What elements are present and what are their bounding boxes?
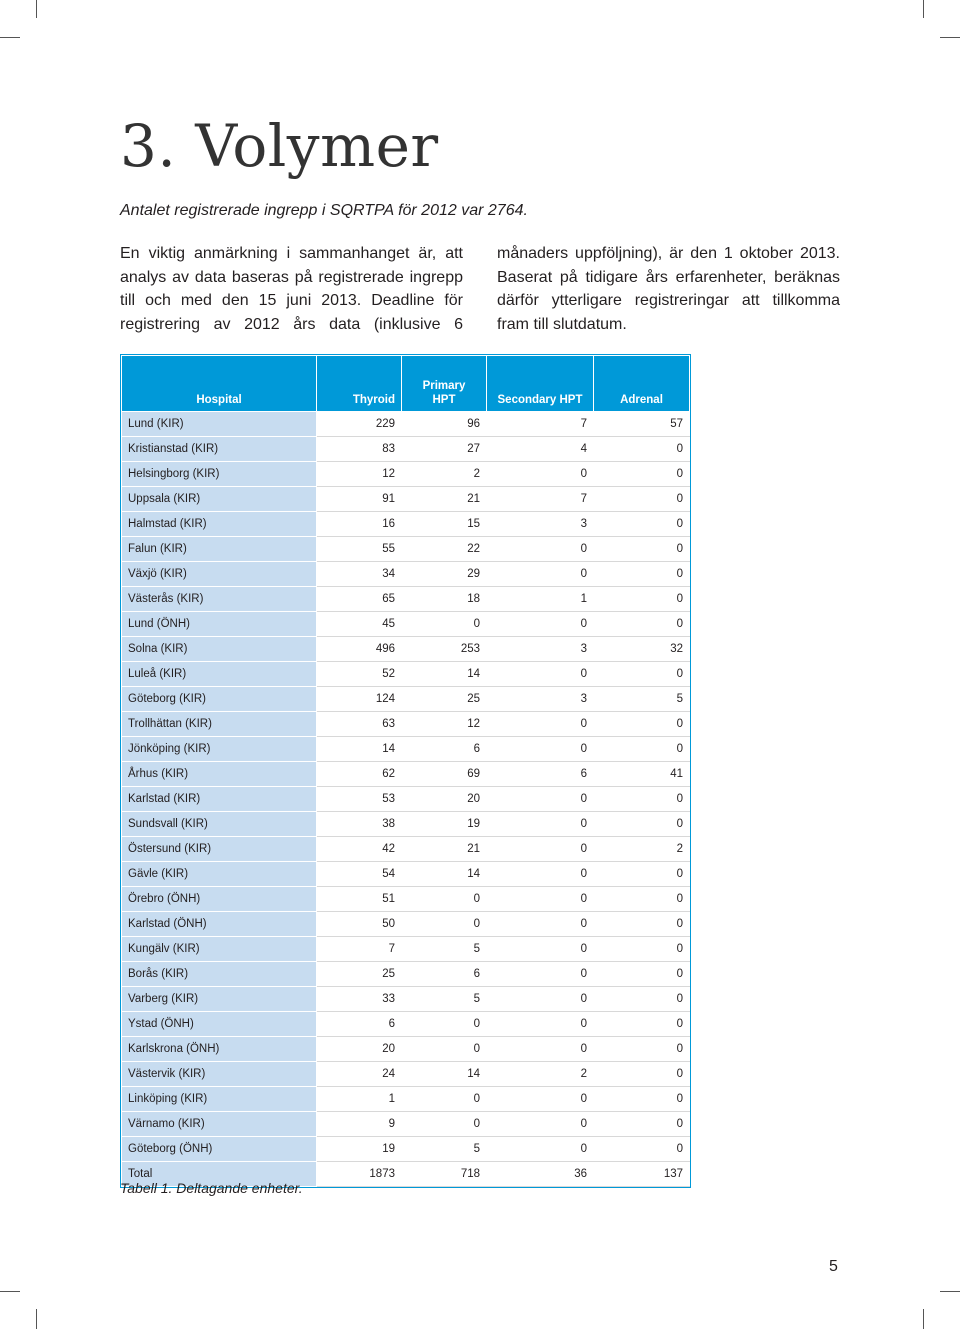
- value-cell: 27: [402, 437, 487, 462]
- page-title: 3. Volymer: [120, 112, 439, 180]
- value-cell: 0: [487, 912, 594, 937]
- value-cell: 0: [487, 937, 594, 962]
- table-row: [122, 662, 690, 687]
- value-cell: 12: [402, 712, 487, 737]
- value-cell: 32: [594, 637, 690, 662]
- value-cell: 5: [402, 937, 487, 962]
- value-cell: 1873: [317, 1162, 402, 1187]
- hospital-volume-table: [121, 355, 690, 1187]
- value-cell: 21: [402, 487, 487, 512]
- value-cell: 21: [402, 837, 487, 862]
- value-cell: 0: [487, 712, 594, 737]
- hospital-cell: Sundsvall (KIR): [122, 812, 317, 837]
- hospital-cell: Karlskrona (ÖNH): [122, 1037, 317, 1062]
- value-cell: 0: [487, 787, 594, 812]
- table-row: [122, 837, 690, 862]
- value-cell: 0: [594, 737, 690, 762]
- value-cell: 1: [317, 1087, 402, 1112]
- value-cell: 15: [402, 512, 487, 537]
- value-cell: 3: [487, 637, 594, 662]
- value-cell: 0: [487, 562, 594, 587]
- value-cell: 0: [402, 887, 487, 912]
- crop-mark-bottom-right-h: [940, 1291, 960, 1292]
- table-row: [122, 862, 690, 887]
- hospital-cell: Karlstad (KIR): [122, 787, 317, 812]
- value-cell: 52: [317, 662, 402, 687]
- crop-mark-bottom-right-v: [923, 1309, 924, 1329]
- hospital-cell: Karlstad (ÖNH): [122, 912, 317, 937]
- hospital-cell: Århus (KIR): [122, 762, 317, 787]
- value-cell: 0: [402, 1112, 487, 1137]
- value-cell: 0: [594, 1137, 690, 1162]
- table-row: [122, 462, 690, 487]
- value-cell: 0: [487, 1087, 594, 1112]
- value-cell: 0: [594, 1012, 690, 1037]
- value-cell: 0: [594, 962, 690, 987]
- value-cell: 20: [402, 787, 487, 812]
- value-cell: 5: [402, 1137, 487, 1162]
- lead-sentence: Antalet registrerade ingrepp i SQRTPA för 2012 var 2764.: [120, 202, 528, 219]
- value-cell: 2: [594, 837, 690, 862]
- col-header-adrenal: Adrenal: [594, 356, 690, 412]
- value-cell: 0: [487, 962, 594, 987]
- value-cell: 0: [594, 937, 690, 962]
- hospital-cell: Jönköping (KIR): [122, 737, 317, 762]
- hospital-cell: Lund (KIR): [122, 412, 317, 437]
- value-cell: 0: [594, 1037, 690, 1062]
- col-header-hospital: Hospital: [122, 356, 317, 412]
- value-cell: 55: [317, 537, 402, 562]
- value-cell: 24: [317, 1062, 402, 1087]
- table-caption: Tabell 1. Deltagande enheter.: [120, 1180, 303, 1196]
- table-row: [122, 637, 690, 662]
- hospital-cell: Lund (ÖNH): [122, 612, 317, 637]
- table-row: [122, 1137, 690, 1162]
- table-row: [122, 987, 690, 1012]
- hospital-cell: Luleå (KIR): [122, 662, 317, 687]
- value-cell: 0: [594, 1062, 690, 1087]
- value-cell: 50: [317, 912, 402, 937]
- value-cell: 16: [317, 512, 402, 537]
- value-cell: 0: [487, 737, 594, 762]
- value-cell: 5: [594, 687, 690, 712]
- value-cell: 0: [487, 612, 594, 637]
- table-row: [122, 1062, 690, 1087]
- value-cell: 25: [402, 687, 487, 712]
- value-cell: 38: [317, 812, 402, 837]
- value-cell: 20: [317, 1037, 402, 1062]
- value-cell: 0: [594, 612, 690, 637]
- hospital-cell: Gävle (KIR): [122, 862, 317, 887]
- value-cell: 36: [487, 1162, 594, 1187]
- value-cell: 496: [317, 637, 402, 662]
- hospital-cell: Växjö (KIR): [122, 562, 317, 587]
- hospital-cell: Total: [122, 1162, 317, 1187]
- hospital-cell: Trollhättan (KIR): [122, 712, 317, 737]
- value-cell: 0: [594, 662, 690, 687]
- hospital-cell: Varberg (KIR): [122, 987, 317, 1012]
- crop-mark-bottom-left-v: [36, 1309, 37, 1329]
- table-body: [122, 412, 690, 1187]
- value-cell: 18: [402, 587, 487, 612]
- value-cell: 0: [594, 862, 690, 887]
- value-cell: 0: [402, 1012, 487, 1037]
- value-cell: 6: [487, 762, 594, 787]
- value-cell: 0: [594, 537, 690, 562]
- crop-mark-top-right-v: [923, 0, 924, 18]
- value-cell: 0: [594, 1112, 690, 1137]
- value-cell: 0: [594, 712, 690, 737]
- table-row: [122, 512, 690, 537]
- value-cell: 65: [317, 587, 402, 612]
- value-cell: 5: [402, 987, 487, 1012]
- value-cell: 53: [317, 787, 402, 812]
- value-cell: 229: [317, 412, 402, 437]
- value-cell: 7: [487, 412, 594, 437]
- value-cell: 45: [317, 612, 402, 637]
- hospital-cell: Uppsala (KIR): [122, 487, 317, 512]
- value-cell: 0: [594, 487, 690, 512]
- table-row: [122, 412, 690, 437]
- value-cell: 0: [487, 1112, 594, 1137]
- value-cell: 83: [317, 437, 402, 462]
- page-number: 5: [829, 1258, 838, 1275]
- table-row: [122, 737, 690, 762]
- value-cell: 14: [402, 1062, 487, 1087]
- crop-mark-top-right-h: [940, 37, 960, 38]
- value-cell: 0: [487, 887, 594, 912]
- value-cell: 62: [317, 762, 402, 787]
- value-cell: 137: [594, 1162, 690, 1187]
- table-row: [122, 887, 690, 912]
- value-cell: 0: [594, 462, 690, 487]
- value-cell: 34: [317, 562, 402, 587]
- hospital-cell: Göteborg (KIR): [122, 687, 317, 712]
- value-cell: 6: [402, 737, 487, 762]
- value-cell: 7: [487, 487, 594, 512]
- value-cell: 2: [402, 462, 487, 487]
- value-cell: 0: [594, 787, 690, 812]
- hospital-cell: Solna (KIR): [122, 637, 317, 662]
- value-cell: 1: [487, 587, 594, 612]
- value-cell: 718: [402, 1162, 487, 1187]
- value-cell: 0: [594, 512, 690, 537]
- table-row: [122, 912, 690, 937]
- table-row: [122, 1037, 690, 1062]
- crop-mark-top-left-h: [0, 37, 20, 38]
- hospital-cell: Kristianstad (KIR): [122, 437, 317, 462]
- value-cell: 3: [487, 512, 594, 537]
- crop-mark-bottom-left-h: [0, 1291, 20, 1292]
- hospital-cell: Linköping (KIR): [122, 1087, 317, 1112]
- hospital-cell: Västerås (KIR): [122, 587, 317, 612]
- table-row: [122, 687, 690, 712]
- value-cell: 6: [402, 962, 487, 987]
- value-cell: 0: [402, 1037, 487, 1062]
- hospital-cell: Kungälv (KIR): [122, 937, 317, 962]
- value-cell: 0: [594, 812, 690, 837]
- value-cell: 14: [402, 862, 487, 887]
- hospital-cell: Borås (KIR): [122, 962, 317, 987]
- value-cell: 14: [402, 662, 487, 687]
- value-cell: 0: [487, 1012, 594, 1037]
- value-cell: 0: [487, 837, 594, 862]
- value-cell: 3: [487, 687, 594, 712]
- crop-mark-top-left-v: [36, 0, 37, 18]
- value-cell: 12: [317, 462, 402, 487]
- value-cell: 96: [402, 412, 487, 437]
- value-cell: 63: [317, 712, 402, 737]
- value-cell: 0: [487, 1137, 594, 1162]
- table-row: [122, 1112, 690, 1137]
- value-cell: 91: [317, 487, 402, 512]
- value-cell: 0: [402, 912, 487, 937]
- hospital-cell: Västervik (KIR): [122, 1062, 317, 1087]
- value-cell: 57: [594, 412, 690, 437]
- value-cell: 0: [594, 987, 690, 1012]
- value-cell: 0: [402, 1087, 487, 1112]
- table-row: [122, 487, 690, 512]
- value-cell: 0: [487, 862, 594, 887]
- col-header-secondary-hpt: Secondary HPT: [487, 356, 594, 412]
- table-row: [122, 787, 690, 812]
- hospital-cell: Värnamo (KIR): [122, 1112, 317, 1137]
- value-cell: 4: [487, 437, 594, 462]
- hospital-cell: Ystad (ÖNH): [122, 1012, 317, 1037]
- table-row: [122, 587, 690, 612]
- hospital-cell: Örebro (ÖNH): [122, 887, 317, 912]
- value-cell: 0: [594, 587, 690, 612]
- value-cell: 54: [317, 862, 402, 887]
- value-cell: 42: [317, 837, 402, 862]
- value-cell: 0: [487, 812, 594, 837]
- value-cell: 41: [594, 762, 690, 787]
- value-cell: 14: [317, 737, 402, 762]
- value-cell: 253: [402, 637, 487, 662]
- table-row: [122, 437, 690, 462]
- table-row: [122, 812, 690, 837]
- value-cell: 22: [402, 537, 487, 562]
- value-cell: 25: [317, 962, 402, 987]
- hospital-cell: Helsingborg (KIR): [122, 462, 317, 487]
- table-row: [122, 612, 690, 637]
- value-cell: 0: [402, 612, 487, 637]
- hospital-cell: Falun (KIR): [122, 537, 317, 562]
- value-cell: 0: [594, 887, 690, 912]
- col-header-thyroid: Thyroid: [317, 356, 402, 412]
- table-row: [122, 937, 690, 962]
- value-cell: 2: [487, 1062, 594, 1087]
- table-row: [122, 1012, 690, 1037]
- table-row: [122, 762, 690, 787]
- hospital-cell: Göteborg (ÖNH): [122, 1137, 317, 1162]
- table-row: [122, 962, 690, 987]
- value-cell: 69: [402, 762, 487, 787]
- value-cell: 0: [594, 912, 690, 937]
- table-row: [122, 537, 690, 562]
- table-row: [122, 562, 690, 587]
- value-cell: 29: [402, 562, 487, 587]
- value-cell: 6: [317, 1012, 402, 1037]
- table-header-row: [122, 356, 690, 412]
- value-cell: 7: [317, 937, 402, 962]
- value-cell: 9: [317, 1112, 402, 1137]
- value-cell: 51: [317, 887, 402, 912]
- value-cell: 19: [317, 1137, 402, 1162]
- value-cell: 33: [317, 987, 402, 1012]
- value-cell: 19: [402, 812, 487, 837]
- hospital-cell: Östersund (KIR): [122, 837, 317, 862]
- col-header-primary-hpt: Primary HPT: [402, 356, 487, 412]
- value-cell: 0: [487, 1037, 594, 1062]
- value-cell: 0: [487, 462, 594, 487]
- table-row: [122, 1087, 690, 1112]
- value-cell: 0: [594, 437, 690, 462]
- value-cell: 0: [487, 537, 594, 562]
- intro-paragraph: En viktig anmärkning i sammanhanget är, att analys av data baseras på registrerade ingrepp till och med den 15 juni 2013. Deadline för registrering av 2012 års data (inklusive 6 månaders uppföljning), är den 1 oktober 2013. Baserat på tidigare års erfarenheter, beräknas därför ytterligare registreringar att tillkomma fram till slutdatum.: [120, 245, 840, 333]
- hospital-cell: Halmstad (KIR): [122, 512, 317, 537]
- value-cell: 0: [594, 562, 690, 587]
- value-cell: 0: [487, 987, 594, 1012]
- value-cell: 0: [594, 1087, 690, 1112]
- value-cell: 124: [317, 687, 402, 712]
- table-row: [122, 712, 690, 737]
- value-cell: 0: [487, 662, 594, 687]
